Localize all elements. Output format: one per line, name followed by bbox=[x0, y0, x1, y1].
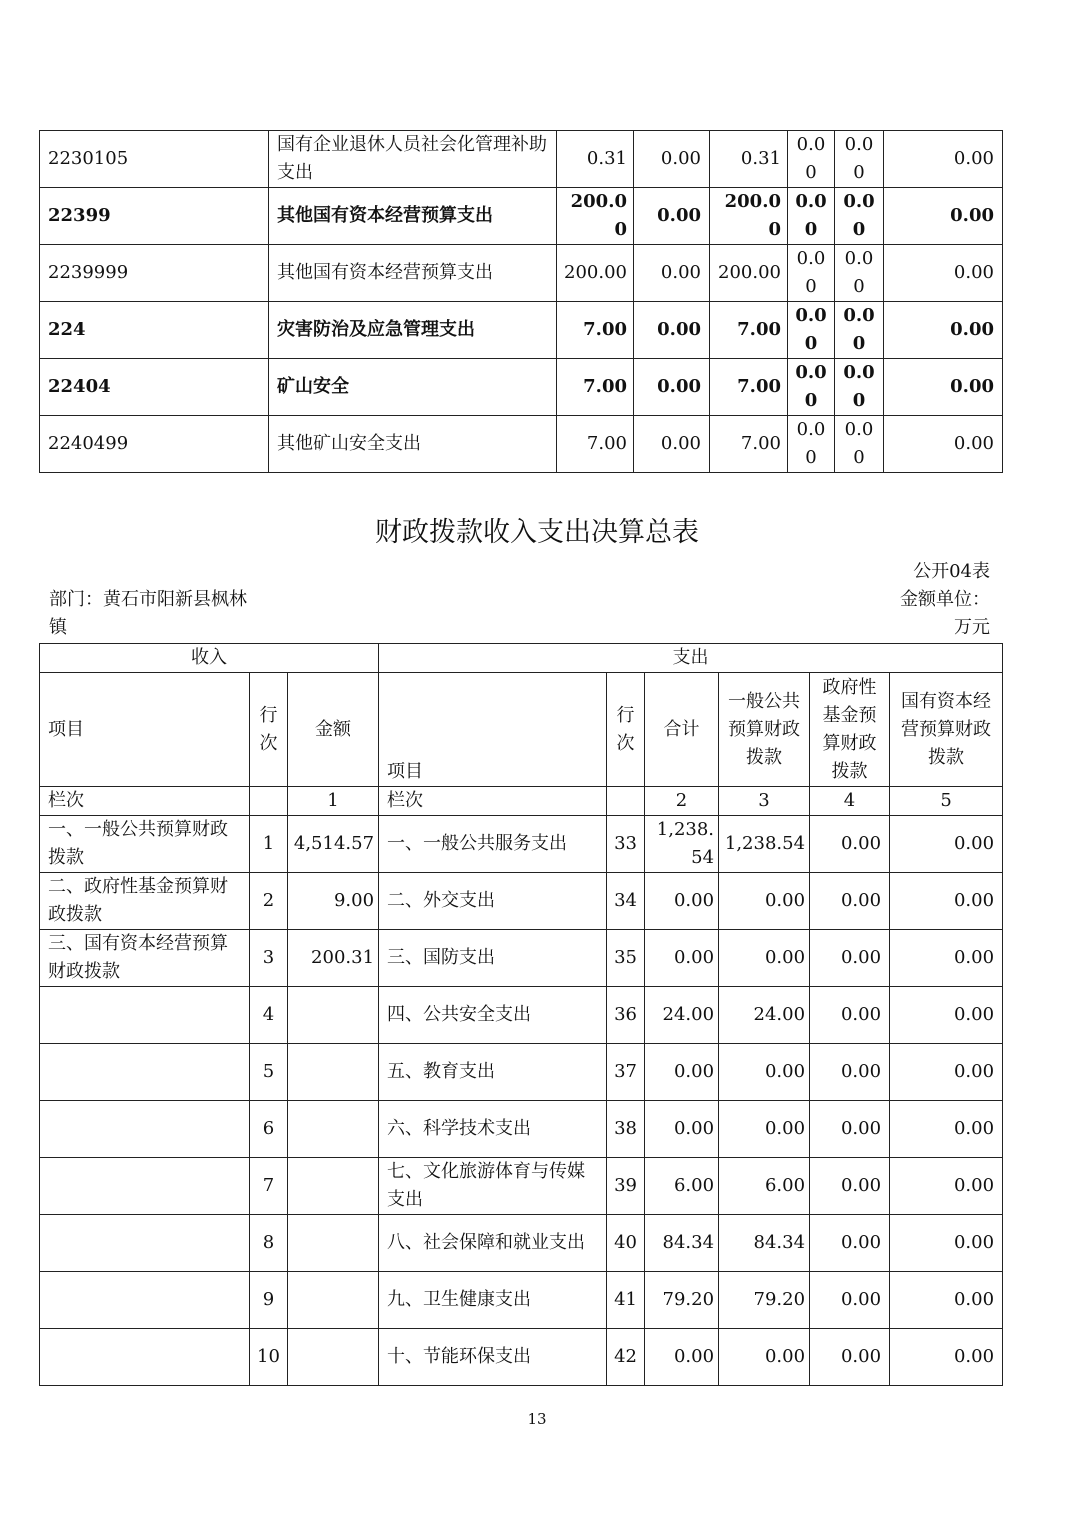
income-amount: 4,514.57 bbox=[288, 816, 379, 873]
main-budget-table bbox=[39, 643, 1003, 1386]
table-row bbox=[40, 930, 1003, 987]
expense-line: 37 bbox=[607, 1044, 645, 1101]
income-line: 2 bbox=[250, 873, 288, 930]
expense-state-capital: 0.00 bbox=[890, 1158, 1003, 1215]
expense-total: 0.00 bbox=[645, 1044, 719, 1101]
expense-gov-fund: 0.00 bbox=[810, 987, 890, 1044]
row-code: 2230105 bbox=[40, 131, 269, 188]
row-value: 0.00 bbox=[634, 245, 710, 302]
expense-item: 三、国防支出 bbox=[379, 930, 607, 987]
expense-general: 84.34 bbox=[719, 1215, 810, 1272]
expense-general: 0.00 bbox=[719, 1044, 810, 1101]
general-header: 一般公共预算财政拨款 bbox=[719, 673, 810, 787]
line2-header: 行次 bbox=[607, 673, 645, 787]
expense-state-capital: 0.00 bbox=[890, 816, 1003, 873]
expense-state-capital: 0.00 bbox=[890, 1272, 1003, 1329]
table-row bbox=[40, 1101, 1003, 1158]
row-value: 7.00 bbox=[557, 359, 634, 416]
row-value: 0.00 bbox=[788, 131, 835, 188]
expense-state-capital: 0.00 bbox=[890, 1044, 1003, 1101]
income-amount bbox=[288, 987, 379, 1044]
continuation-row bbox=[40, 359, 1003, 416]
expense-gov-fund: 0.00 bbox=[810, 1272, 890, 1329]
expense-general: 0.00 bbox=[719, 1101, 810, 1158]
expense-gov-fund: 0.00 bbox=[810, 930, 890, 987]
income-line: 7 bbox=[250, 1158, 288, 1215]
expense-line: 35 bbox=[607, 930, 645, 987]
row-name: 其他矿山安全支出 bbox=[269, 416, 557, 473]
row-value: 0.00 bbox=[835, 302, 884, 359]
income-item bbox=[40, 1101, 250, 1158]
header-row-2 bbox=[40, 673, 1003, 787]
expense-gov-fund: 0.00 bbox=[810, 1215, 890, 1272]
row-code: 2239999 bbox=[40, 245, 269, 302]
row-value: 0.00 bbox=[788, 302, 835, 359]
amount-header: 金额 bbox=[288, 673, 379, 787]
col-index-2: 2 bbox=[645, 787, 719, 816]
income-amount bbox=[288, 1044, 379, 1101]
row-value: 0.00 bbox=[884, 131, 1003, 188]
row-value: 0.00 bbox=[634, 302, 710, 359]
row-value: 0.00 bbox=[835, 188, 884, 245]
col-label: 栏次 bbox=[40, 787, 250, 816]
expense-line: 33 bbox=[607, 816, 645, 873]
table-row bbox=[40, 1329, 1003, 1386]
table-row bbox=[40, 987, 1003, 1044]
row-value: 0.00 bbox=[835, 131, 884, 188]
expense-state-capital: 0.00 bbox=[890, 930, 1003, 987]
expense-state-capital: 0.00 bbox=[890, 1215, 1003, 1272]
income-line: 4 bbox=[250, 987, 288, 1044]
expense-line: 38 bbox=[607, 1101, 645, 1158]
expense-total: 0.00 bbox=[645, 1329, 719, 1386]
expense-general: 24.00 bbox=[719, 987, 810, 1044]
continuation-row bbox=[40, 245, 1003, 302]
table-row bbox=[40, 1044, 1003, 1101]
row-value: 0.00 bbox=[788, 416, 835, 473]
row-value: 7.00 bbox=[710, 359, 788, 416]
gov-fund-header: 政府性基金预算财政拨款 bbox=[810, 673, 890, 787]
expense-gov-fund: 0.00 bbox=[810, 1158, 890, 1215]
income-item bbox=[40, 1329, 250, 1386]
income-line: 1 bbox=[250, 816, 288, 873]
col-empty-2 bbox=[607, 787, 645, 816]
col-label-2: 栏次 bbox=[379, 787, 607, 816]
row-value: 7.00 bbox=[557, 416, 634, 473]
table-number: 公开04表 bbox=[913, 561, 990, 582]
expense-gov-fund: 0.00 bbox=[810, 1044, 890, 1101]
expense-item: 六、科学技术支出 bbox=[379, 1101, 607, 1158]
table-row bbox=[40, 1158, 1003, 1215]
expense-total: 24.00 bbox=[645, 987, 719, 1044]
income-item: 三、国有资本经营预算财政拨款 bbox=[40, 930, 250, 987]
continuation-row bbox=[40, 188, 1003, 245]
row-value: 0.00 bbox=[884, 359, 1003, 416]
expense-total: 84.34 bbox=[645, 1215, 719, 1272]
row-value: 0.00 bbox=[835, 245, 884, 302]
expense-total: 0.00 bbox=[645, 1101, 719, 1158]
header-row-1 bbox=[40, 644, 1003, 673]
expense-total: 0.00 bbox=[645, 873, 719, 930]
row-value: 0.00 bbox=[788, 188, 835, 245]
expense-item: 八、社会保障和就业支出 bbox=[379, 1215, 607, 1272]
row-value: 0.00 bbox=[884, 302, 1003, 359]
row-value: 0.00 bbox=[634, 131, 710, 188]
item-header: 项目 bbox=[40, 673, 250, 787]
expense-line: 39 bbox=[607, 1158, 645, 1215]
continuation-row bbox=[40, 302, 1003, 359]
department-label: 部门：黄石市阳新县枫林镇 bbox=[49, 589, 247, 638]
col-empty bbox=[250, 787, 288, 816]
expense-line: 42 bbox=[607, 1329, 645, 1386]
expense-gov-fund: 0.00 bbox=[810, 873, 890, 930]
expense-state-capital: 0.00 bbox=[890, 1329, 1003, 1386]
col-index-3: 3 bbox=[719, 787, 810, 816]
income-amount: 9.00 bbox=[288, 873, 379, 930]
col-index-4: 4 bbox=[810, 787, 890, 816]
expense-state-capital: 0.00 bbox=[890, 1101, 1003, 1158]
expense-general: 79.20 bbox=[719, 1272, 810, 1329]
expense-item: 一、一般公共服务支出 bbox=[379, 816, 607, 873]
row-name: 矿山安全 bbox=[269, 359, 557, 416]
row-code: 22399 bbox=[40, 188, 269, 245]
row-value: 0.00 bbox=[835, 416, 884, 473]
income-amount bbox=[288, 1329, 379, 1386]
row-value: 0.00 bbox=[884, 416, 1003, 473]
expense-gov-fund: 0.00 bbox=[810, 1329, 890, 1386]
unit-label: 金额单位：万元 bbox=[900, 589, 990, 638]
row-value: 0.00 bbox=[835, 359, 884, 416]
expense-general: 0.00 bbox=[719, 930, 810, 987]
expense-general: 0.00 bbox=[719, 1329, 810, 1386]
row-value: 0.00 bbox=[884, 245, 1003, 302]
expense-total: 6.00 bbox=[645, 1158, 719, 1215]
expense-total: 0.00 bbox=[645, 930, 719, 987]
row-name: 其他国有资本经营预算支出 bbox=[269, 245, 557, 302]
table-row bbox=[40, 873, 1003, 930]
income-item bbox=[40, 987, 250, 1044]
row-value: 200.00 bbox=[710, 245, 788, 302]
page-title: 财政拨款收入支出决算总表 bbox=[375, 517, 699, 548]
col-index-5: 5 bbox=[890, 787, 1003, 816]
expense-header: 支出 bbox=[379, 644, 1003, 673]
row-value: 0.00 bbox=[788, 245, 835, 302]
expense-line: 36 bbox=[607, 987, 645, 1044]
expense-item: 二、外交支出 bbox=[379, 873, 607, 930]
state-capital-header: 国有资本经营预算财政拨款 bbox=[890, 673, 1003, 787]
row-name: 灾害防治及应急管理支出 bbox=[269, 302, 557, 359]
expense-general: 1,238.54 bbox=[719, 816, 810, 873]
row-value: 7.00 bbox=[710, 416, 788, 473]
expense-total: 1,238.54 bbox=[645, 816, 719, 873]
income-item: 二、政府性基金预算财政拨款 bbox=[40, 873, 250, 930]
income-line: 10 bbox=[250, 1329, 288, 1386]
total-header: 合计 bbox=[645, 673, 719, 787]
income-line: 3 bbox=[250, 930, 288, 987]
expense-item: 十、节能环保支出 bbox=[379, 1329, 607, 1386]
row-value: 0.31 bbox=[710, 131, 788, 188]
income-amount: 200.31 bbox=[288, 930, 379, 987]
page-number: 13 bbox=[527, 1410, 547, 1428]
income-line: 9 bbox=[250, 1272, 288, 1329]
expense-general: 6.00 bbox=[719, 1158, 810, 1215]
expense-line: 40 bbox=[607, 1215, 645, 1272]
income-amount bbox=[288, 1101, 379, 1158]
income-amount bbox=[288, 1158, 379, 1215]
table-row bbox=[40, 816, 1003, 873]
income-header: 收入 bbox=[40, 644, 379, 673]
row-name: 其他国有资本经营预算支出 bbox=[269, 188, 557, 245]
row-value: 200.00 bbox=[557, 245, 634, 302]
expense-total: 79.20 bbox=[645, 1272, 719, 1329]
row-value: 200.00 bbox=[710, 188, 788, 245]
row-value: 0.00 bbox=[884, 188, 1003, 245]
row-name: 国有企业退休人员社会化管理补助支出 bbox=[269, 131, 557, 188]
row-value: 0.31 bbox=[557, 131, 634, 188]
col-index-1: 1 bbox=[288, 787, 379, 816]
income-line: 8 bbox=[250, 1215, 288, 1272]
income-item bbox=[40, 1272, 250, 1329]
expense-gov-fund: 0.00 bbox=[810, 1101, 890, 1158]
item2-header: 项目 bbox=[379, 673, 607, 787]
row-code: 22404 bbox=[40, 359, 269, 416]
column-index-row bbox=[40, 787, 1003, 816]
row-value: 7.00 bbox=[557, 302, 634, 359]
expense-item: 五、教育支出 bbox=[379, 1044, 607, 1101]
expense-item: 七、文化旅游体育与传媒支出 bbox=[379, 1158, 607, 1215]
income-line: 5 bbox=[250, 1044, 288, 1101]
row-code: 224 bbox=[40, 302, 269, 359]
income-item bbox=[40, 1158, 250, 1215]
row-value: 200.00 bbox=[557, 188, 634, 245]
expense-line: 34 bbox=[607, 873, 645, 930]
continuation-table bbox=[39, 130, 1003, 473]
expense-line: 41 bbox=[607, 1272, 645, 1329]
expense-item: 四、公共安全支出 bbox=[379, 987, 607, 1044]
row-value: 0.00 bbox=[634, 416, 710, 473]
income-item bbox=[40, 1215, 250, 1272]
row-value: 0.00 bbox=[788, 359, 835, 416]
expense-state-capital: 0.00 bbox=[890, 987, 1003, 1044]
income-line: 6 bbox=[250, 1101, 288, 1158]
continuation-row bbox=[40, 131, 1003, 188]
income-amount bbox=[288, 1272, 379, 1329]
row-code: 2240499 bbox=[40, 416, 269, 473]
line-header: 行次 bbox=[250, 673, 288, 787]
continuation-row bbox=[40, 416, 1003, 473]
table-row bbox=[40, 1272, 1003, 1329]
expense-general: 0.00 bbox=[719, 873, 810, 930]
row-value: 0.00 bbox=[634, 188, 710, 245]
income-amount bbox=[288, 1215, 379, 1272]
row-value: 7.00 bbox=[710, 302, 788, 359]
expense-state-capital: 0.00 bbox=[890, 873, 1003, 930]
expense-item: 九、卫生健康支出 bbox=[379, 1272, 607, 1329]
income-item bbox=[40, 1044, 250, 1101]
table-row bbox=[40, 1215, 1003, 1272]
income-item: 一、一般公共预算财政拨款 bbox=[40, 816, 250, 873]
expense-gov-fund: 0.00 bbox=[810, 816, 890, 873]
row-value: 0.00 bbox=[634, 359, 710, 416]
